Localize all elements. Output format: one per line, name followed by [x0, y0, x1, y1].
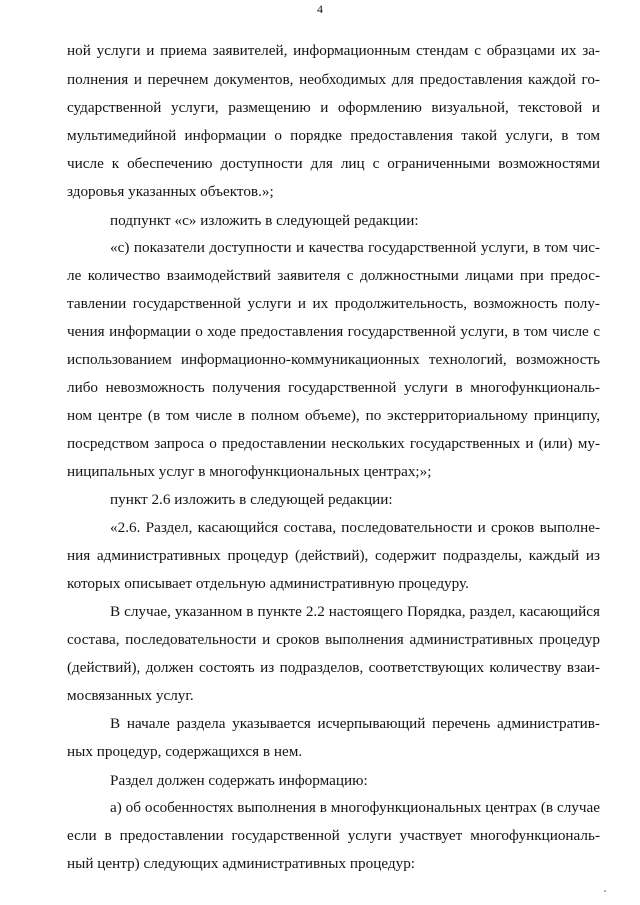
text-line: В случае, указанном в пункте 2.2 настоящего Порядка, раздел, касающийся	[110, 603, 600, 620]
text-line: ниципальных услуг в многофункциональных центрах;»;	[67, 463, 432, 480]
text-line: ном центре (в том числе в полном объеме), по экстерриториальному принципу,	[67, 407, 600, 424]
text-line: тавлении государственной услуги и их продолжительность, возможность полу-	[67, 295, 600, 312]
text-line: состава, последовательности и сроков выполнения административных процедур	[67, 631, 600, 648]
text-line: ле количество взаимодействий заявителя с должностными лицами при предос-	[67, 267, 600, 284]
text-line: (действий), должен состоять из подразделов, соответствующих количеству взаи-	[67, 659, 600, 676]
text-line: ной услуги и приема заявителей, информационным стендам с образцами их за-	[67, 42, 600, 59]
text-line: Раздел должен содержать информацию:	[110, 772, 368, 789]
text-line: полнения и перечнем документов, необходимых для предоставления каждой го-	[67, 71, 600, 88]
text-line: посредством запроса о предоставлении нескольких государственных и (или) му-	[67, 435, 600, 452]
text-line: а) об особенностях выполнения в многофункциональных центрах (в случае	[110, 799, 600, 816]
text-line: В начале раздела указывается исчерпывающий перечень административ-	[110, 715, 600, 732]
text-line: которых описывает отдельную административную процедуру.	[67, 575, 469, 592]
text-line: мультимедийной информации о порядке предоставления такой услуги, в том	[67, 127, 600, 144]
text-line: ный центр) следующих административных процедур:	[67, 855, 416, 872]
text-line: пункт 2.6 изложить в следующей редакции:	[110, 491, 393, 508]
text-line: числе к обеспечению доступности для лиц с ограниченными возможностями	[67, 155, 600, 172]
scan-artifact	[604, 890, 606, 892]
text-line: использованием информационно-коммуникационных технологий, возможность	[67, 351, 600, 368]
text-line: «2.6. Раздел, касающийся состава, последовательности и сроков выполне-	[110, 519, 600, 536]
text-line: если в предоставлении государственной услуги участвует многофункциональ-	[67, 827, 600, 844]
text-line: чения информации о ходе предоставления государственной услуги, в том числе с	[67, 323, 600, 340]
text-line: либо невозможность получения государственной услуги в многофункциональ-	[67, 379, 600, 396]
text-line: мосвязанных услуг.	[67, 687, 194, 704]
text-line: «с) показатели доступности и качества государственной услуги, в том чис-	[110, 239, 600, 256]
page-number: 4	[317, 2, 323, 16]
text-line: подпункт «с» изложить в следующей редакции:	[110, 212, 419, 229]
text-line: ных процедур, содержащихся в нем.	[67, 743, 303, 760]
text-line: здоровья указанных объектов.»;	[67, 183, 274, 200]
text-line: сударственной услуги, размещению и оформлению визуальной, текстовой и	[67, 99, 600, 116]
text-line: ния административных процедур (действий), содержит подразделы, каждый из	[67, 547, 600, 564]
